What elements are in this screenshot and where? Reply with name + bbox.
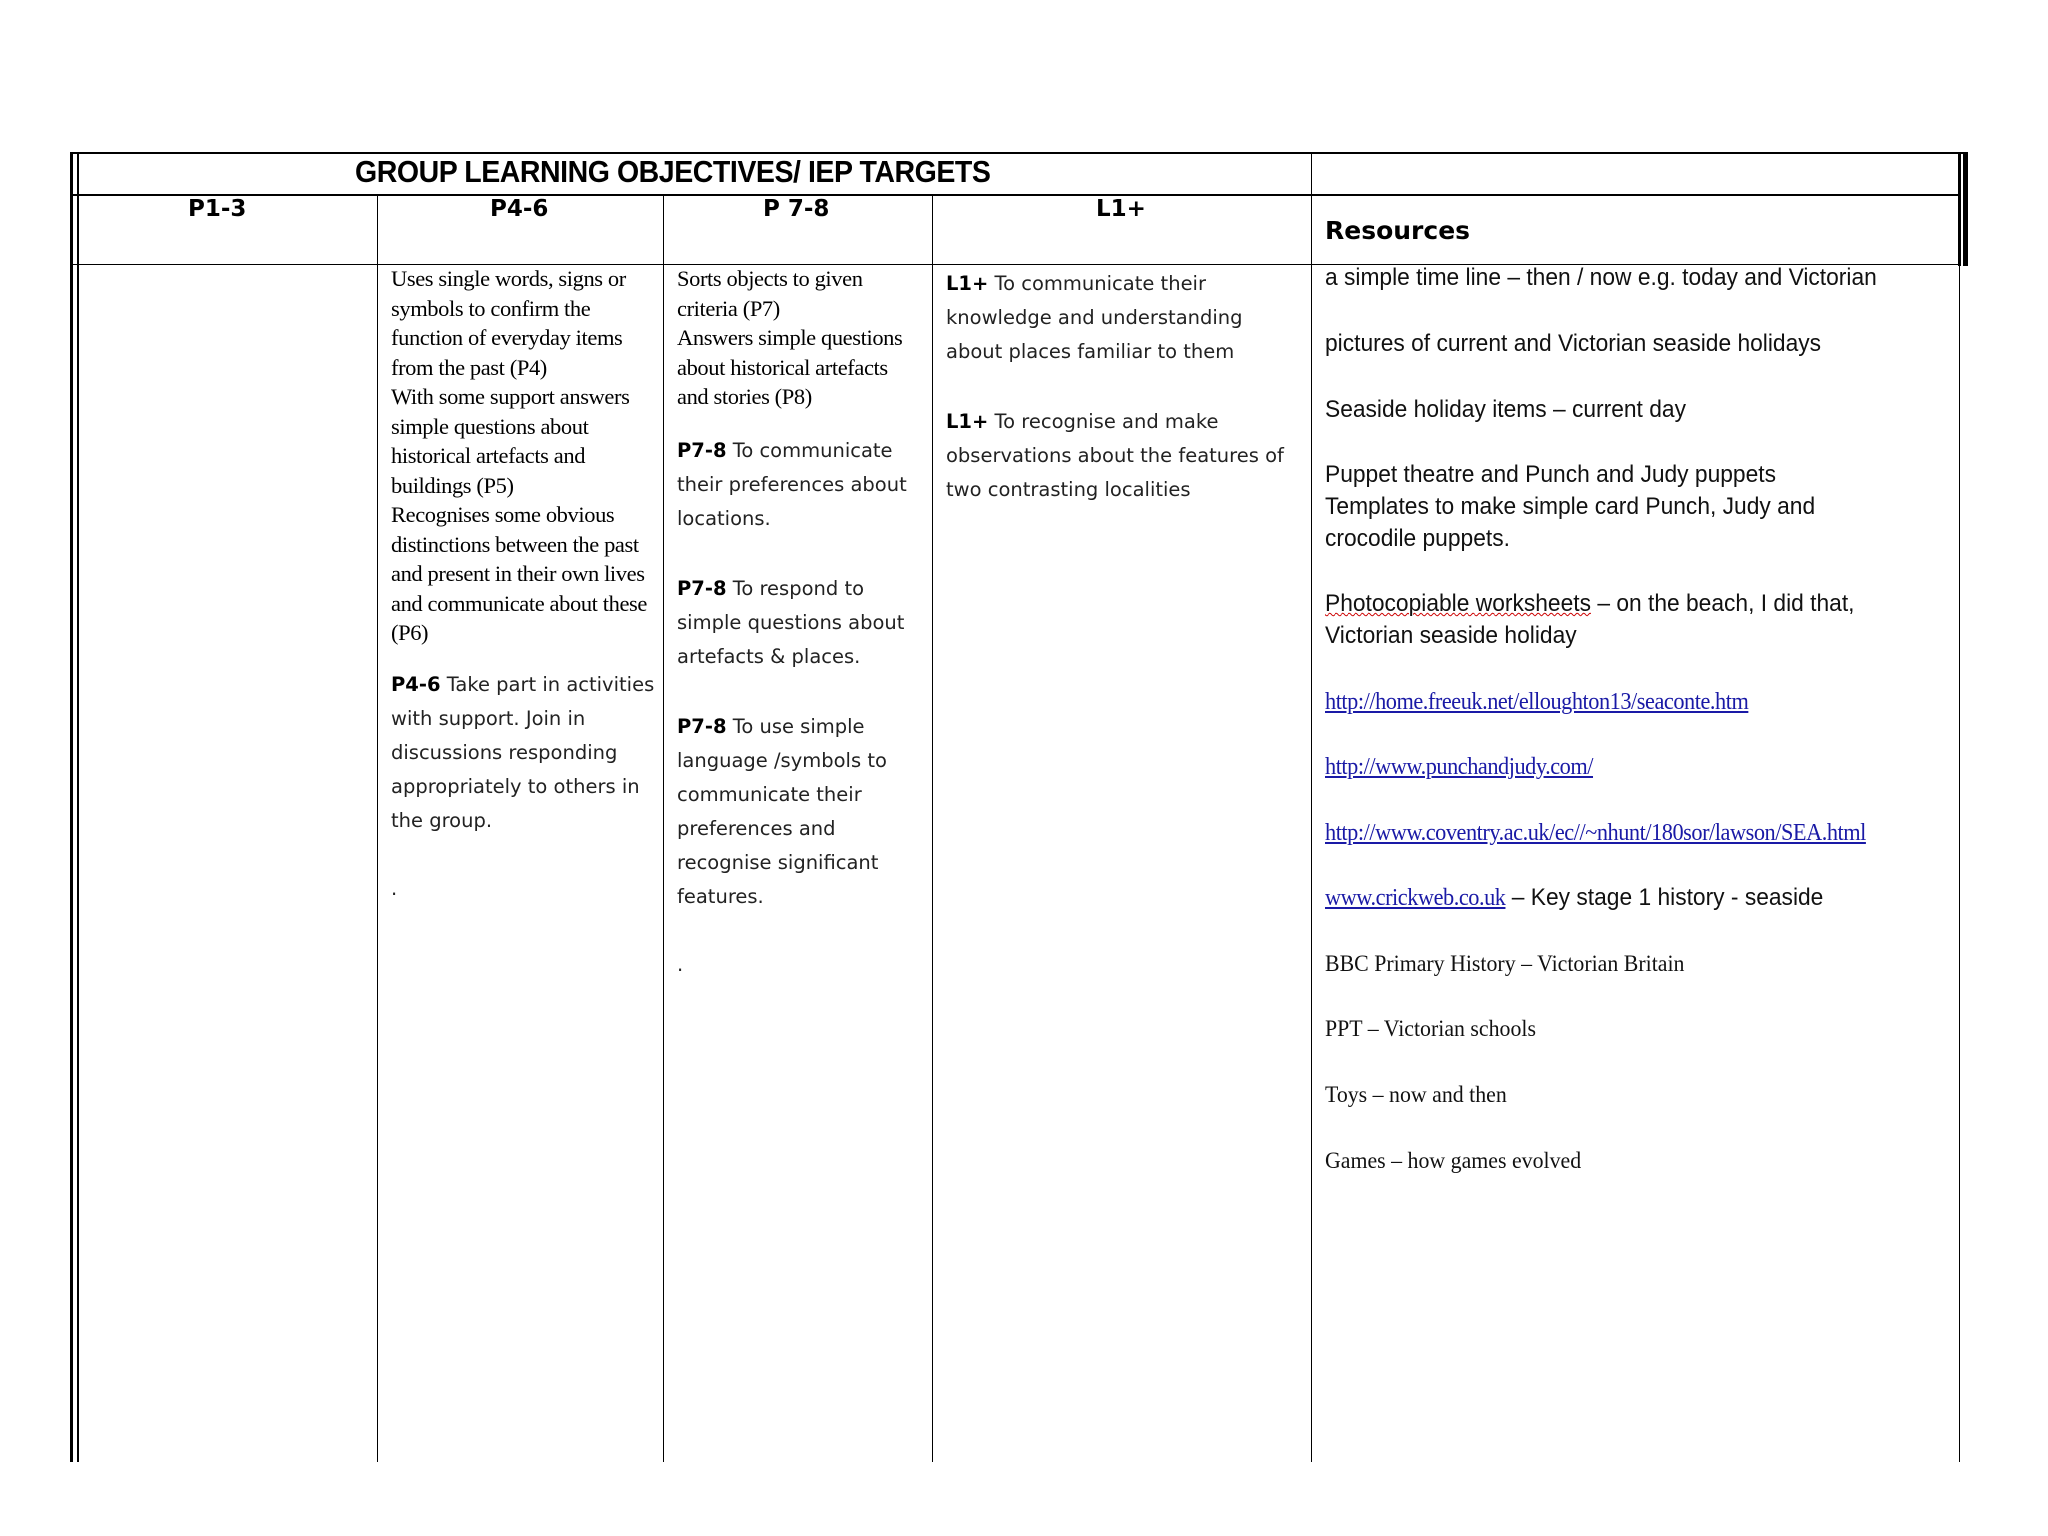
resource-item: Templates to make simple card Punch, Judy and bbox=[1325, 493, 1816, 520]
p7-8-target-1 bbox=[677, 434, 929, 536]
text-run: To respond to bbox=[726, 576, 865, 600]
resource-item: Games – how games evolved bbox=[1325, 1148, 1582, 1174]
col-divider-2 bbox=[663, 195, 664, 1462]
text-line: and stories (P8) bbox=[677, 384, 812, 409]
text-line bbox=[391, 668, 661, 702]
text-line: observations about the features of bbox=[946, 444, 1284, 467]
text-line: Answers simple questions bbox=[677, 325, 903, 350]
resource-link[interactable] bbox=[1325, 686, 1748, 718]
link-coventry[interactable]: http://www.coventry.ac.uk/ec//~nhunt/180sor/lawson/SEA.html bbox=[1325, 820, 1866, 846]
text-line: and present in their own lives bbox=[391, 561, 645, 586]
link-crickweb[interactable]: www.crickweb.co.uk bbox=[1325, 885, 1506, 911]
text-line: Uses single words, signs or bbox=[391, 266, 626, 291]
header-p4-6: P4-6 bbox=[490, 196, 549, 222]
text-line: about historical artefacts bbox=[677, 354, 888, 380]
p7-8-target-3 bbox=[677, 710, 929, 982]
resource-item: PPT – Victorian schools bbox=[1325, 1016, 1536, 1042]
text-line: historical artefacts and bbox=[391, 443, 586, 468]
resource-item: pictures of current and Victorian seaside holidays bbox=[1325, 330, 1822, 357]
resource-item: BBC Primary History – Victorian Britain bbox=[1325, 951, 1685, 977]
text-line: simple questions about bbox=[391, 413, 589, 439]
text-line bbox=[946, 267, 1308, 301]
target-code: P7-8 bbox=[677, 576, 727, 600]
table-border-right-lower bbox=[1959, 264, 1960, 1462]
header-resources: Resources bbox=[1325, 216, 1471, 245]
link-seaside[interactable]: http://home.freeuk.net/elloughton13/seaconte.htm bbox=[1325, 689, 1749, 715]
spellcheck-word: Photocopiable worksheets bbox=[1325, 590, 1591, 617]
text-run: – on the beach, I did that, bbox=[1590, 590, 1855, 617]
text-run: – Key stage 1 history - seaside bbox=[1505, 884, 1824, 911]
text-line: two contrasting localities bbox=[946, 478, 1191, 501]
text-line: knowledge and understanding bbox=[946, 306, 1243, 329]
text-line: their preferences about bbox=[677, 472, 907, 496]
l1-target-2 bbox=[946, 405, 1308, 507]
p4-6-cell bbox=[391, 264, 661, 906]
col-divider-3 bbox=[932, 195, 933, 1462]
l1-cell bbox=[946, 267, 1308, 507]
table-border-right-outer bbox=[1963, 152, 1968, 266]
text-line bbox=[677, 434, 929, 468]
text-line: language /symbols to bbox=[677, 748, 887, 772]
resource-item: Victorian seaside holiday bbox=[1325, 622, 1577, 649]
text-run: To communicate their bbox=[988, 272, 1206, 295]
text-line: Recognises some obvious bbox=[391, 502, 615, 527]
text-line bbox=[677, 572, 929, 606]
resource-item: Toys – now and then bbox=[1325, 1082, 1507, 1108]
objectives-table bbox=[70, 152, 1966, 1462]
text-line: features. bbox=[677, 884, 764, 908]
header-p7-8: P 7-8 bbox=[763, 196, 830, 222]
text-line: recognise significant bbox=[677, 850, 879, 874]
title-row-divider bbox=[70, 194, 1961, 196]
text-line: simple questions about bbox=[677, 610, 905, 634]
text-line: with support. Join in bbox=[391, 706, 586, 730]
resource-item bbox=[1325, 588, 1854, 620]
header-p1-3: P1-3 bbox=[188, 196, 247, 222]
link-punchandjudy[interactable]: http://www.punchandjudy.com/ bbox=[1325, 754, 1594, 780]
text-line: the group. bbox=[391, 808, 493, 832]
dot-mark: . bbox=[391, 876, 398, 900]
resource-item bbox=[1325, 882, 1823, 914]
p7-8-objectives bbox=[677, 264, 929, 412]
text-run: Take part in activities bbox=[440, 672, 655, 696]
text-line: preferences and bbox=[677, 816, 836, 840]
target-code: P7-8 bbox=[677, 438, 727, 462]
text-line: discussions responding bbox=[391, 740, 618, 764]
col-divider-4 bbox=[1311, 152, 1312, 1462]
text-line: artefacts & places. bbox=[677, 644, 861, 668]
p4-6-target bbox=[391, 668, 661, 906]
text-line: function of everyday items bbox=[391, 325, 623, 350]
text-run: To use simple bbox=[726, 714, 865, 738]
resource-link[interactable] bbox=[1325, 751, 1593, 783]
resource-item: a simple time line – then / now e.g. today and Victorian bbox=[1325, 264, 1877, 291]
text-line: criteria (P7) bbox=[677, 295, 780, 321]
l1-target-1 bbox=[946, 267, 1308, 369]
target-code: L1+ bbox=[946, 272, 989, 295]
dot-mark: . bbox=[677, 952, 684, 976]
text-run: To communicate bbox=[726, 438, 893, 462]
table-title: GROUP LEARNING OBJECTIVES/ IEP TARGETS bbox=[355, 154, 991, 189]
col-divider-1 bbox=[377, 195, 378, 1462]
text-line bbox=[946, 405, 1308, 439]
text-line: and communicate about these bbox=[391, 590, 647, 616]
target-code: P4-6 bbox=[391, 672, 441, 696]
target-code: P7-8 bbox=[677, 714, 727, 738]
text-line: distinctions between the past bbox=[391, 531, 639, 557]
header-l1: L1+ bbox=[1096, 196, 1146, 222]
table-border-right bbox=[1958, 152, 1961, 266]
resource-link[interactable] bbox=[1325, 817, 1866, 849]
text-line bbox=[677, 710, 929, 744]
resource-item: Seaside holiday items – current day bbox=[1325, 396, 1686, 423]
text-line: (P6) bbox=[391, 620, 429, 645]
resource-item: Puppet theatre and Punch and Judy puppets bbox=[1325, 461, 1776, 488]
p7-8-cell bbox=[677, 264, 929, 982]
text-line: Sorts objects to given bbox=[677, 266, 863, 291]
table-border-left-inner bbox=[77, 152, 79, 1462]
text-line: appropriately to others in bbox=[391, 774, 640, 798]
text-line: from the past (P4) bbox=[391, 354, 547, 380]
text-line: With some support answers bbox=[391, 384, 630, 409]
resource-item: crocodile puppets. bbox=[1325, 525, 1510, 552]
p4-6-objectives bbox=[391, 264, 661, 648]
text-run: To recognise and make bbox=[988, 410, 1219, 433]
text-line: symbols to confirm the bbox=[391, 295, 591, 321]
table-border-left bbox=[70, 152, 73, 1462]
text-line: about places familiar to them bbox=[946, 340, 1235, 363]
text-line: locations. bbox=[677, 506, 771, 530]
p7-8-target-2 bbox=[677, 572, 929, 674]
text-line: communicate their bbox=[677, 782, 862, 806]
target-code: L1+ bbox=[946, 410, 989, 433]
text-line: buildings (P5) bbox=[391, 472, 514, 498]
